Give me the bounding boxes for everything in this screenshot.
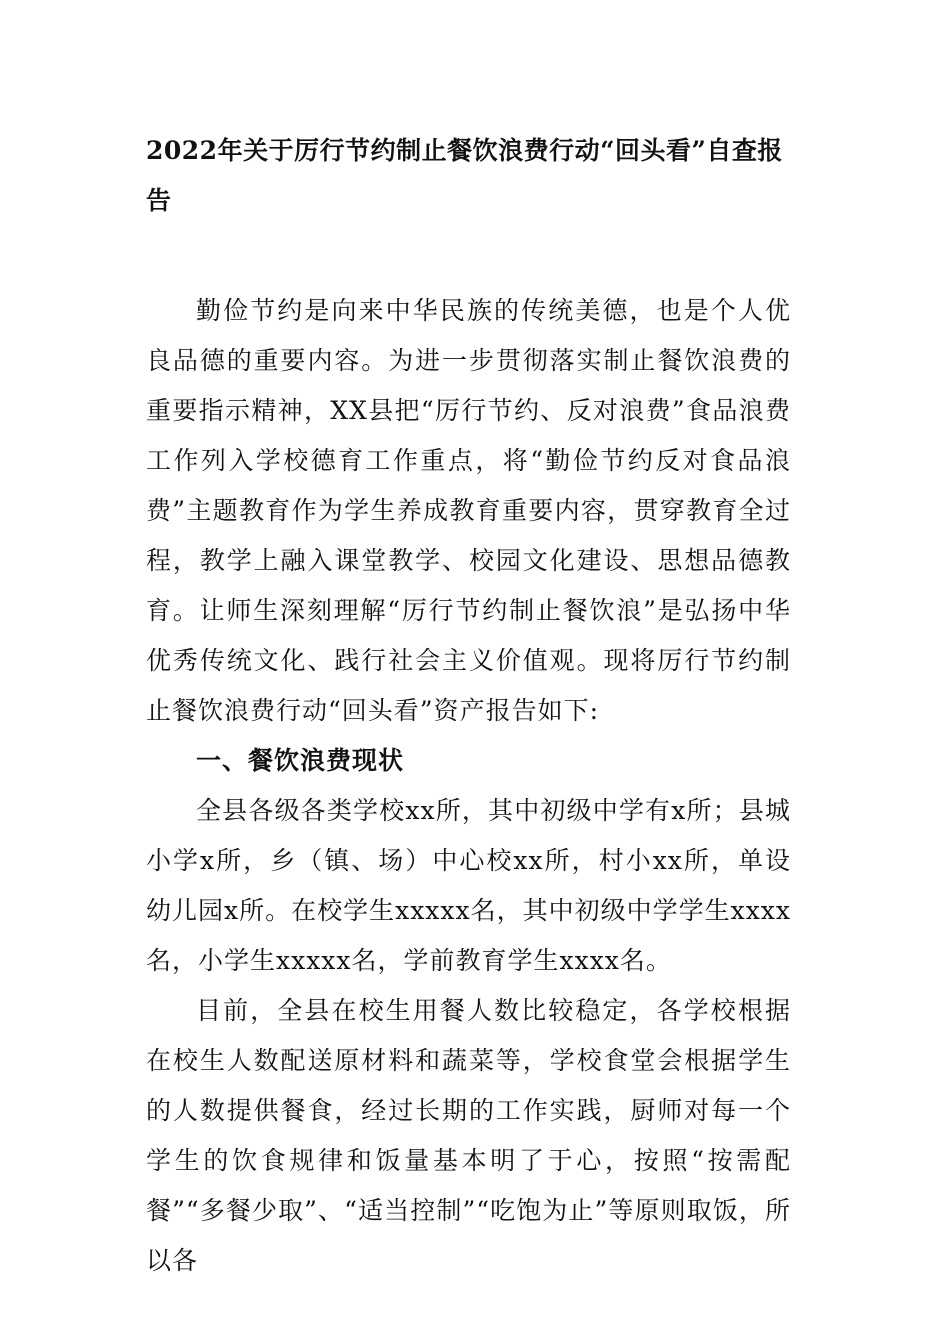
section1-paragraph-2: 目前，全县在校生用餐人数比较稳定，各学校根据在校生人数配送原材料和蔬菜等，学校食堂会根据学生的人数提供餐食，经过长期的工作实践，厨师对每一个学生的饮食规律和饭量基本明了于心，按照“按需配餐”“多餐少取”、“适当控制”“吃饱为止”等原则取饭，所以各 (146, 996, 791, 1275)
document-title: 2022年关于厉行节约制止餐饮浪费行动“回头看”自查报告 (146, 136, 783, 215)
document-body (146, 126, 791, 1286)
intro-paragraph: 勤俭节约是向来中华民族的传统美德，也是个人优良品德的重要内容。为进一步贯彻落实制止餐饮浪费的重要指示精神，XX县把“厉行节约、反对浪费”食品浪费工作列入学校德育工作重点，将“勤俭节约反对食品浪费”主题教育作为学生养成教育重要内容，贯穿教育全过程，教学上融入课堂教学、校园文化建设、思想品德教育。让师生深刻理解“厉行节约制止餐饮浪”是弘扬中华优秀传统文化、践行社会主义价值观。现将厉行节约制止餐饮浪费行动“回头看”资产报告如下: (146, 296, 791, 725)
section-heading-1: 一、餐饮浪费现状 (196, 746, 405, 775)
section1-paragraph-1: 全县各级各类学校xx所，其中初级中学有x所；县城小学x所，乡（镇、场）中心校xx所，村小xx所，单设幼儿园x所。在校学生xxxxx名，其中初级中学学生xxxx名，小学生xxxxx名，学前教育学生xxxx名。 (146, 796, 791, 975)
title-spacer (146, 226, 791, 286)
